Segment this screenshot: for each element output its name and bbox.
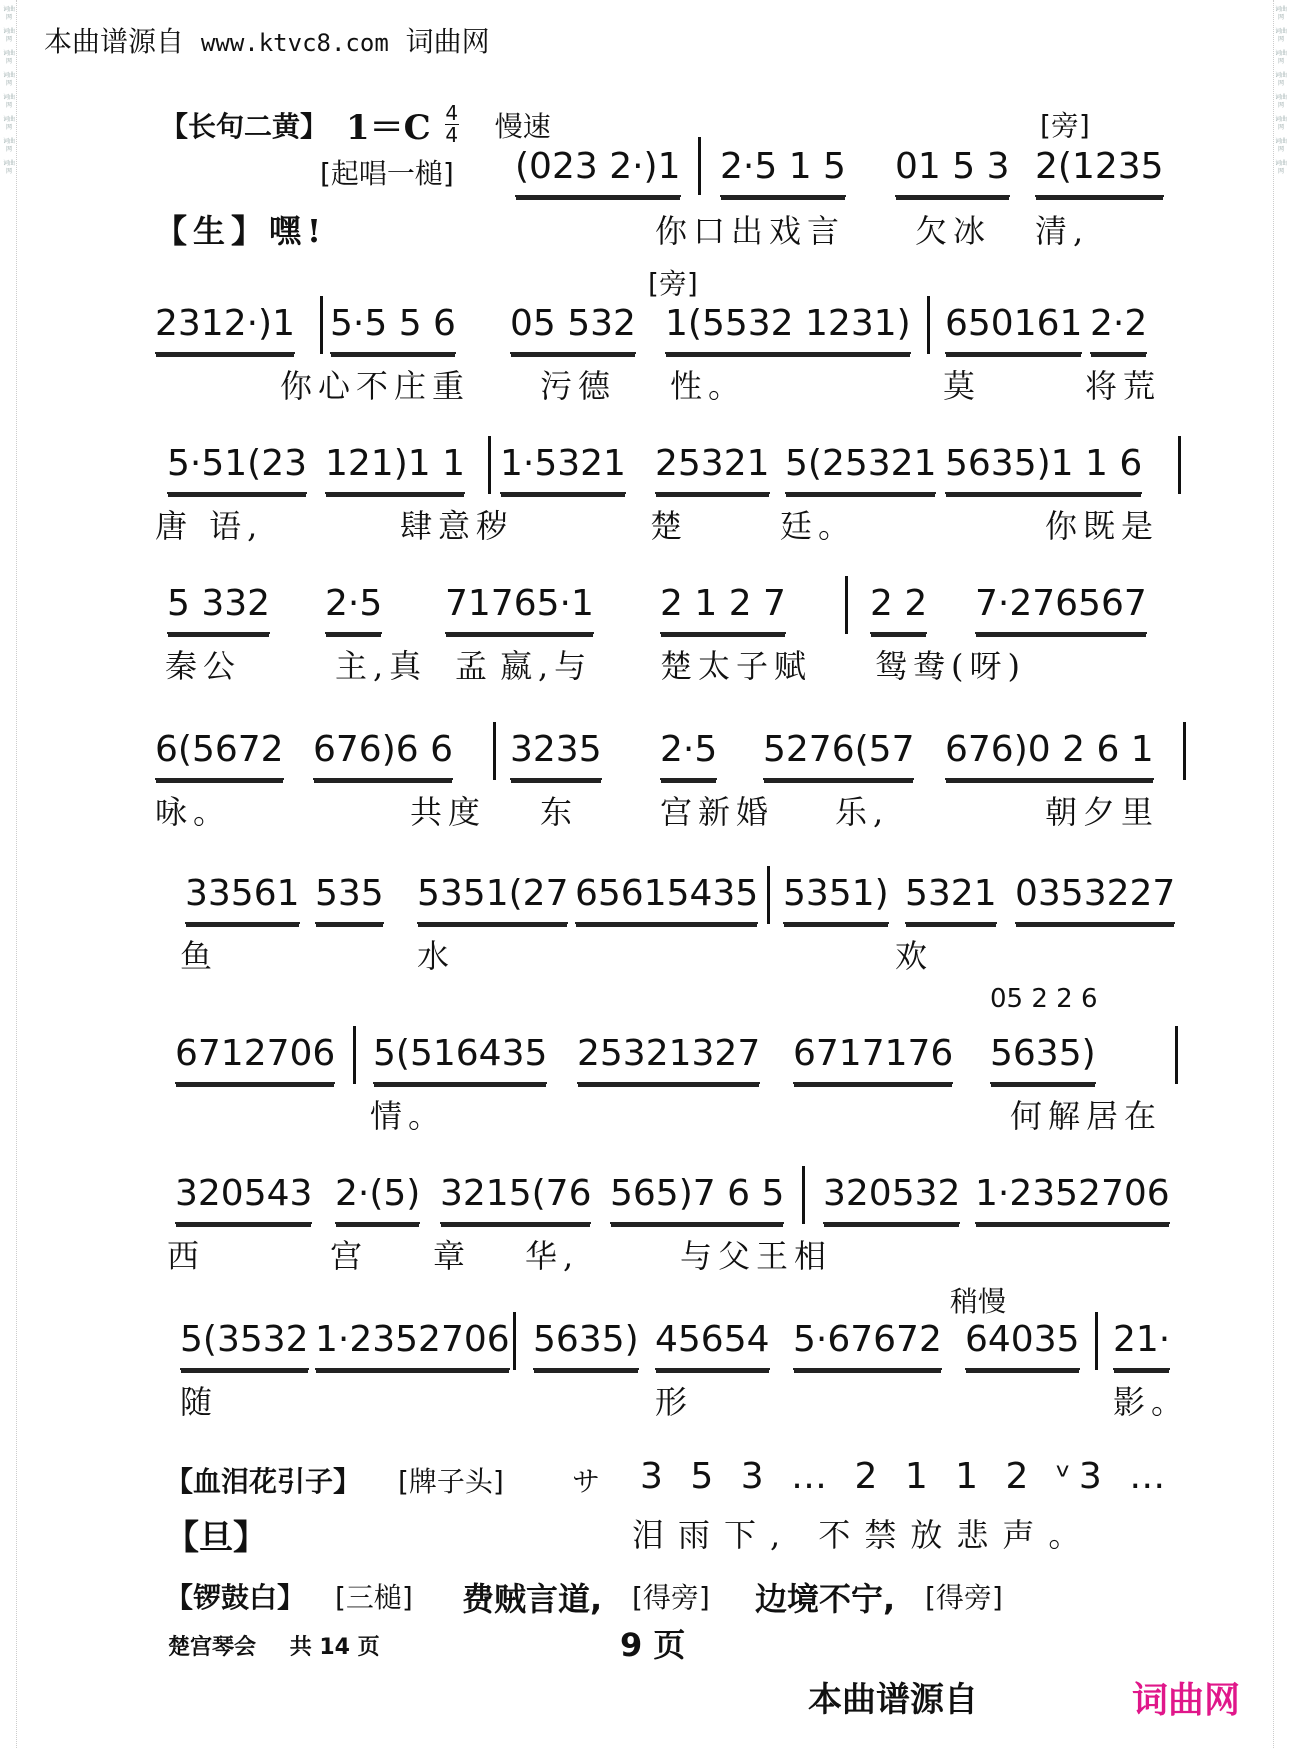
note-group: 5(25321: [785, 442, 936, 494]
lyric-text: 廷。: [780, 507, 857, 545]
note-group: 1(5532 1231): [665, 302, 911, 354]
note-group: 5·67672: [793, 1318, 942, 1370]
margin-text: 词曲网: [2, 6, 15, 21]
key-signature-line: [160, 100, 551, 149]
lyric-text: 嬴,与: [500, 647, 593, 685]
barline: [488, 436, 491, 494]
note-group: 565)7 6 5: [610, 1172, 784, 1224]
note-group: 5635)1 1 6: [945, 442, 1142, 494]
barline: [353, 1026, 356, 1084]
lyric-text: 楚太子赋: [660, 647, 813, 685]
lyric-text: 你心不庄重: [280, 367, 471, 405]
note-group: 2·(5): [335, 1172, 420, 1224]
note-group: 3215(76: [440, 1172, 591, 1224]
dan-role: 【旦】: [165, 1518, 267, 1558]
lyric-text: 清,: [1035, 212, 1090, 250]
lyric-text: 宫: [330, 1237, 369, 1275]
source-header: [44, 20, 490, 60]
total-pages: 共 14 页: [289, 1635, 380, 1660]
note-group: 01 5 3: [895, 145, 1010, 197]
note-group: 2·5: [325, 582, 382, 634]
watermark-source: 本曲谱源自: [808, 1680, 978, 1720]
lyric-text: 何解居在: [1010, 1097, 1163, 1135]
note-group: 2312·)1: [155, 302, 295, 354]
lyric-text: 秦公: [165, 647, 242, 685]
barline: [1175, 1026, 1178, 1084]
note-group: 25321327: [577, 1032, 760, 1084]
margin-text: 词曲网: [2, 160, 15, 175]
note-group: 05 532: [510, 302, 636, 354]
note-group: 5276(57: [763, 728, 914, 780]
barline: [493, 722, 496, 780]
pang-mark: [旁]: [648, 267, 698, 300]
score-title: 楚宫琴会: [168, 1635, 257, 1660]
barline: [927, 296, 930, 354]
barline: [513, 1312, 516, 1370]
notes-free: 3 5 3 … 2 1 1 2 ᵛ3 …: [640, 1456, 1174, 1497]
margin-text: 词曲网: [1274, 6, 1287, 21]
barline: [767, 866, 770, 924]
barline: [845, 576, 848, 634]
note-group: 320532: [823, 1172, 960, 1224]
note-group: 2 1 2 7: [660, 582, 786, 634]
margin-text: 词曲网: [2, 138, 15, 153]
lyric-text: 宫新婚: [660, 793, 775, 831]
barline: [320, 296, 323, 354]
note-group: 25321: [655, 442, 770, 494]
free-meter-mark: サ: [572, 1465, 601, 1498]
percussion-mark: [三槌]: [335, 1581, 413, 1614]
note-group: 2·5 1 5: [720, 145, 846, 197]
note-group: 6(5672: [155, 728, 284, 780]
time-sig-bottom: 4: [445, 123, 459, 147]
spoken-text: 费贼言道,: [462, 1580, 603, 1618]
note-group: 5351(27: [417, 872, 568, 924]
lyric-text: 唐 语,: [155, 507, 264, 545]
margin-text: 词曲网: [2, 94, 15, 109]
lyric-text: 孟: [455, 647, 494, 685]
note-group: 2·5: [660, 728, 717, 780]
note-group: 45654: [655, 1318, 770, 1370]
lyric-text: 情。: [370, 1097, 447, 1135]
barline: [802, 1166, 805, 1224]
note-group: 5635): [533, 1318, 639, 1370]
watermark-logo: 词曲网: [1132, 1680, 1241, 1721]
lyric-text: 欢: [895, 937, 934, 975]
lyric-text: 欠冰: [915, 212, 992, 250]
margin-text: 词曲网: [2, 28, 15, 43]
note-group: 2 2: [870, 582, 927, 634]
margin-text: 词曲网: [1274, 72, 1287, 87]
note-group: 676)6 6: [313, 728, 453, 780]
percussion-mark: [得旁]: [632, 1581, 710, 1614]
note-group: 7·276567: [975, 582, 1147, 634]
note-group: 535: [315, 872, 384, 924]
note-group: 1·5321: [500, 442, 626, 494]
spoken-text: 边境不宁,: [755, 1580, 896, 1618]
note-group: 2·2: [1090, 302, 1147, 354]
upper-voice-notes: 05 2 2 6: [990, 984, 1098, 1014]
lyric-text: 鱼: [180, 937, 219, 975]
margin-text: 词曲网: [1274, 160, 1287, 175]
lyric-text: 朝夕里: [1045, 793, 1160, 831]
lyric-text: 西: [167, 1237, 206, 1275]
tune-bracket: 【长句二黄】: [160, 109, 329, 143]
note-group: 5321: [905, 872, 997, 924]
lyric-text: 咏。: [155, 793, 232, 831]
tempo: 慢速: [494, 109, 551, 143]
barline: [1095, 1312, 1098, 1370]
barline: [1178, 436, 1181, 494]
note-group: 5 332: [167, 582, 270, 634]
margin-text: 词曲网: [2, 50, 15, 65]
lyric-text: 你既是: [1045, 507, 1160, 545]
note-group: 1·2352706: [975, 1172, 1170, 1224]
paizitou-mark: [牌子头]: [398, 1465, 504, 1498]
margin-text: 词曲网: [2, 116, 15, 131]
margin-text: 词曲网: [1274, 28, 1287, 43]
qichang-mark: [起唱一槌]: [320, 157, 454, 190]
note-group: 6712706: [175, 1032, 335, 1084]
note-group: 676)0 2 6 1: [945, 728, 1154, 780]
margin-text: 词曲网: [1274, 94, 1287, 109]
tempo-mark: 稍慢: [950, 1285, 1007, 1318]
lyric-text: 楚: [650, 507, 689, 545]
note-group: 65615435: [575, 872, 758, 924]
percussion-mark: [得旁]: [925, 1581, 1003, 1614]
lyric-text: 乐,: [835, 793, 890, 831]
margin-text: 词曲网: [2, 72, 15, 87]
note-group: 1·2352706: [315, 1318, 510, 1370]
pang-mark: [旁]: [1040, 109, 1090, 142]
note-group: 21·: [1113, 1318, 1170, 1370]
note-group: 0353227: [1015, 872, 1175, 924]
lyric-text: 莫: [943, 367, 982, 405]
luogubai-label: 【锣鼓白】: [165, 1581, 306, 1614]
lyric-text: 华,: [525, 1237, 580, 1275]
lyric-text: 你口出戏言: [655, 212, 846, 250]
lyric-text: 主,真: [335, 647, 428, 685]
lyric-text: 与父王相: [680, 1237, 833, 1275]
note-group: (023 2·)1: [515, 145, 681, 197]
note-group: 5635): [990, 1032, 1096, 1084]
lyric-text: 污德: [540, 367, 617, 405]
lyric-text: 【生】嘿!: [155, 212, 328, 250]
lyric-text: 随: [180, 1383, 219, 1421]
note-group: 650161: [945, 302, 1082, 354]
lyric-text: 形: [655, 1383, 694, 1421]
note-group: 5(3532: [180, 1318, 309, 1370]
header-url[interactable]: www.ktvc8.com: [200, 29, 389, 57]
note-group: 320543: [175, 1172, 312, 1224]
note-group: 121)1 1: [325, 442, 465, 494]
left-margin-strip: [2, 0, 17, 1748]
footer-title: [168, 1630, 380, 1661]
note-group: 5·5 5 6: [330, 302, 456, 354]
note-group: 64035: [965, 1318, 1080, 1370]
margin-text: 词曲网: [1274, 116, 1287, 131]
lyric-text: 肆意秽: [400, 507, 515, 545]
lyric-text: 鸳鸯(呀): [875, 647, 1026, 685]
lyric-text: 章: [433, 1237, 472, 1275]
note-group: 5·51(23: [167, 442, 307, 494]
note-group: 33561: [185, 872, 300, 924]
lyric-text: 性。: [670, 367, 747, 405]
margin-text: 词曲网: [1274, 138, 1287, 153]
lyric-text: 将荒: [1085, 367, 1162, 405]
lyric-text: 共度: [410, 793, 487, 831]
xueleihua-label: 【血泪花引子】: [165, 1465, 362, 1498]
right-margin-strip: [1273, 0, 1288, 1748]
note-group: 3235: [510, 728, 602, 780]
lyric-text: 影。: [1113, 1383, 1190, 1421]
lyric-text: 泪雨下, 不禁放悲声。: [632, 1516, 1095, 1554]
key: 1＝C: [346, 108, 431, 148]
barline: [698, 137, 701, 195]
note-group: 5(516435: [373, 1032, 547, 1084]
note-group: 71765·1: [445, 582, 594, 634]
header-lead: 本曲谱源自: [44, 25, 185, 58]
page-number: 9 页: [620, 1626, 686, 1664]
time-sig-top: 4: [445, 101, 459, 125]
note-group: 2(1235: [1035, 145, 1164, 197]
note-group: 6717176: [793, 1032, 953, 1084]
margin-text: 词曲网: [1274, 50, 1287, 65]
note-group: 5351): [783, 872, 889, 924]
header-site: 词曲网: [405, 25, 490, 58]
barline: [1183, 722, 1186, 780]
time-signature: [445, 103, 459, 146]
lyric-text: 水: [417, 937, 456, 975]
lyric-text: 东: [540, 793, 579, 831]
